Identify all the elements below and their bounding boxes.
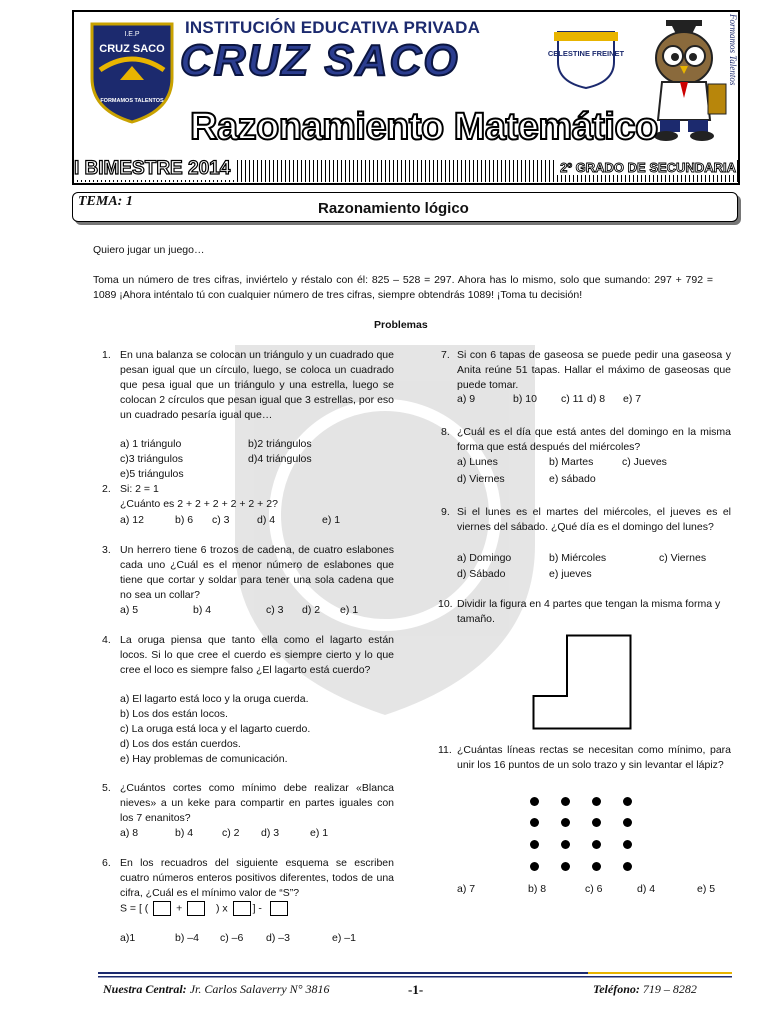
footer-rule [98, 972, 732, 978]
problem-text: Un herrero tiene 6 trozos de cadena, de cuatro eslabones cada uno ¿Cuál es el menor número de eslabones que tiene que cortar y soldar para tener una sola cadena que no sea un collar? [120, 544, 394, 601]
problem-text: Si con 6 tapas de gaseosa se puede pedir una gaseosa y Anita reúne 51 tapas. Hallar el máximo de gaseosas que puede tomar. [457, 349, 731, 391]
dot [623, 840, 632, 849]
intro-line: Quiero jugar un juego… [93, 244, 205, 256]
problem-number: 2. [102, 483, 111, 495]
problem-text: ¿Cuántas líneas rectas se necesitan como mínimo, para unir los 16 puntos de un solo trazo y sin levantar el lápiz? [457, 744, 731, 771]
svg-text:CRUZ SACO: CRUZ SACO [99, 43, 165, 55]
option: b) 8 [528, 883, 547, 895]
topic-label: TEMA: 1 [78, 194, 133, 209]
dot [592, 862, 601, 871]
dot [592, 818, 601, 827]
dot [561, 840, 570, 849]
grade-label: 2º GRADO DE SECUNDARIA [556, 160, 736, 175]
option: b) 4 [193, 604, 212, 616]
dot [592, 797, 601, 806]
answer-box [187, 901, 205, 916]
option: c) La oruga está loca y el lagarto cuerdo. [120, 723, 311, 735]
option: a) Lunes [457, 456, 498, 468]
problem-number: 3. [102, 544, 111, 556]
problem-text: ¿Cuántos cortes como mínimo debe realizar «Blanca nieves» a un keke para compartir en partes iguales con los 7 enanitos? [120, 782, 394, 824]
option: d) 4 [637, 883, 656, 895]
option: d) 2 [302, 604, 321, 616]
school-name: CRUZ SACO [180, 36, 460, 85]
intro-paragraph: Toma un número de tres cifras, inviértelo y réstalo con él: 825 – 528 = 297. Ahora has lo mismo, solo que sumando: 297 + 792 = 1089 ¡Ahora inténtalo tú con cualquier número de tres cifras, siempre obtendrás 1089! ¡Toma tu decisión! [93, 274, 713, 301]
option: b)2 triángulos [248, 438, 312, 450]
formula-part: S = [ ( [120, 902, 149, 915]
footer-address [103, 982, 330, 997]
footer-phone-label: Teléfono: [593, 982, 640, 996]
problem-number: 4. [102, 634, 111, 646]
svg-text:CELESTINE FREINET: CELESTINE FREINET [547, 49, 625, 58]
answer-box [153, 901, 171, 916]
option: a)1 [120, 932, 136, 944]
formula-part: + [176, 902, 183, 915]
option: b) 6 [175, 514, 194, 526]
problem-number: 6. [102, 857, 111, 869]
option: b) –4 [175, 932, 199, 944]
dot [623, 818, 632, 827]
problem-text: En una balanza se colocan un triángulo y un cuadrado que pesan igual que un círculo, luego, se coloca un cuadrado que pesa igual que un triángulo y una estrella, luego se colocan 2 círculos que pesan igual que 3 estrellas, por eso un cuadrado pesaría igual que… [120, 349, 394, 421]
footer-phone [593, 982, 697, 997]
option: a) 7 [457, 883, 476, 895]
problem-number: 10. [438, 598, 453, 610]
option: d)4 triángulos [248, 453, 312, 465]
problem-number: 11. [438, 744, 452, 756]
option: a) 8 [120, 827, 139, 839]
option: d) Los dos están cuerdos. [120, 738, 241, 750]
option: e) 1 [310, 827, 329, 839]
dot [530, 862, 539, 871]
answer-box [270, 901, 288, 916]
dot [623, 862, 632, 871]
dot [530, 840, 539, 849]
problem-number: 7. [441, 349, 450, 361]
problem-text: ¿Cuánto es 2 + 2 + 2 + 2 + 2 + 2? [120, 498, 278, 510]
subject-title: Razonamiento Matemático [190, 106, 658, 148]
option: e) 1 [340, 604, 359, 616]
option: d) 4 [257, 514, 276, 526]
option: d) 3 [261, 827, 280, 839]
footer-phone-number: 719 – 8282 [642, 982, 697, 996]
option: a) 9 [457, 393, 476, 405]
problem-number: 1. [102, 349, 111, 361]
option: c) 3 [266, 604, 284, 616]
formula-part: ) x [215, 902, 228, 915]
footer-address-text: Jr. Carlos Salaverry N° 3816 [189, 982, 330, 996]
option: d) Sábado [457, 568, 506, 580]
problem-text: ¿Cuál es el día que está antes del domingo en la misma forma que está después del miércoles? [457, 426, 731, 453]
option: b) 4 [175, 827, 194, 839]
option: a) Domingo [457, 552, 512, 564]
page-number: -1- [408, 982, 424, 997]
option: e) 5 [697, 883, 716, 895]
option: c)3 triángulos [120, 453, 184, 465]
problem-number: 8. [441, 426, 450, 438]
problem-text: La oruga piensa que tanto ella como el lagarto están locos. Si lo que cree el cuerdo es siempre cierto y lo que cree el loco es siempre falso ¿El lagarto está cuerdo? [120, 634, 394, 676]
option: d) 8 [587, 393, 606, 405]
option: c) –6 [220, 932, 244, 944]
formula [120, 901, 290, 916]
option: c) 2 [222, 827, 240, 839]
option: e)5 triángulos [120, 468, 184, 480]
school-shield-logo [86, 18, 178, 126]
option: e) –1 [332, 932, 356, 944]
problem-number: 9. [441, 506, 450, 518]
problem-text: Dividir la figura en 4 partes que tengan la misma forma y tamaño. [457, 598, 721, 625]
topic-title: Razonamiento lógico [318, 200, 469, 217]
option: e) jueves [549, 568, 592, 580]
footer-central-label: Nuestra Central: [103, 982, 187, 996]
dot [623, 797, 632, 806]
option: a) 1 triángulo [120, 438, 182, 450]
problem-text: En los recuadros del siguiente esquema se escriben cuatro números enteros positivos diferentes, todos de una cifra, ¿Cuál es el mínimo valor de “S”? [120, 857, 394, 899]
option: b) Martes [549, 456, 594, 468]
slogan: Formamos Talentos [728, 14, 738, 86]
option: b) Miércoles [549, 552, 607, 564]
option: c) 6 [585, 883, 603, 895]
l-shape-figure [532, 634, 632, 730]
dot [561, 818, 570, 827]
option: c) Jueves [622, 456, 667, 468]
dot [561, 862, 570, 871]
freinet-badge-logo [547, 28, 625, 90]
option: b) Los dos están locos. [120, 708, 228, 720]
option: a) 12 [120, 514, 144, 526]
svg-text:I.E.P: I.E.P [124, 31, 140, 38]
option: c) Viernes [659, 552, 707, 564]
formula-part: ] - [252, 902, 262, 915]
option: c) 3 [212, 514, 230, 526]
svg-text:FORMAMOS TALENTOS: FORMAMOS TALENTOS [100, 98, 164, 104]
option: a) 5 [120, 604, 139, 616]
option: e) 7 [623, 393, 642, 405]
dot [592, 840, 601, 849]
problem-text: Si: 2 = 1 [120, 483, 159, 495]
option: c) 11 [561, 393, 584, 405]
answer-box [233, 901, 251, 916]
dot [561, 797, 570, 806]
option: a) El lagarto está loco y la oruga cuerda. [120, 693, 309, 705]
problem-number: 5. [102, 782, 111, 794]
problems-heading: Problemas [374, 319, 428, 331]
option: e) 1 [322, 514, 341, 526]
dot [530, 818, 539, 827]
option: d) –3 [266, 932, 290, 944]
option: d) Viernes [457, 473, 505, 485]
option: b) 10 [513, 393, 537, 405]
option: e) Hay problemas de comunicación. [120, 753, 288, 765]
dot [530, 797, 539, 806]
problem-text: Si el lunes es el martes del miércoles, el jueves es el viernes del sábado. ¿Qué día es el domingo del lunes? [457, 506, 731, 533]
institution-type: INSTITUCIÓN EDUCATIVA PRIVADA [185, 18, 481, 37]
bimester-label: I BIMESTRE 2014 [74, 158, 234, 180]
option: e) sábado [549, 473, 596, 485]
